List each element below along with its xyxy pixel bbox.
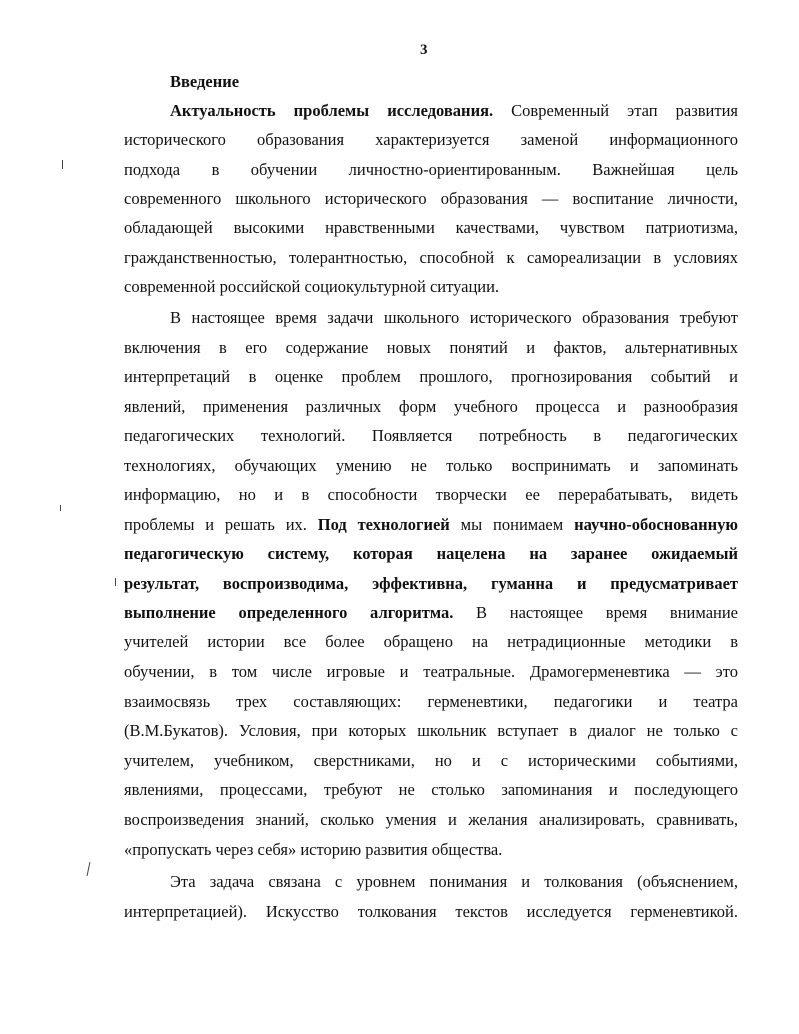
scan-mark	[115, 578, 116, 586]
paragraph-2-line: педагогическую систему, которая нацелена на заранее ожидаемый	[124, 544, 738, 563]
text-run: В настоящее время внимание	[476, 603, 738, 622]
paragraph-2-line	[124, 603, 738, 623]
paragraph-2-line: педагогических технологий. Появляется потребность в педагогических	[124, 426, 738, 445]
paragraph-1-line: современной российской социокультурной ситуации.	[124, 277, 500, 296]
paragraph-1-line: обладающей высокими нравственными качествами, чувством патриотизма,	[124, 218, 738, 237]
paragraph-2-line: результат, воспроизводима, эффективна, гуманна и предусматривает	[124, 574, 738, 593]
paragraph-2-line: учителей истории все более обращено на нетрадиционные методики в	[124, 632, 738, 651]
paragraph-2-line: воспроизведения знаний, сколько умения и желания анализировать, сравнивать,	[124, 810, 738, 829]
paragraph-2-line: технологиях, обучающих умению не только воспринимать и запоминать	[124, 456, 738, 475]
paragraph-1-line: современного школьного исторического образования — воспитание личности,	[124, 189, 738, 208]
paragraph-2-line: учителем, учебником, сверстниками, но и с историческими событиями,	[124, 751, 738, 770]
section-heading: Введение	[170, 72, 240, 91]
paragraph-2-line: «пропускать через себя» историю развития общества.	[124, 840, 503, 859]
paragraph-2-line: включения в его содержание новых понятий и фактов, альтернативных	[124, 338, 738, 357]
bold-phrase: выполнение определенного алгоритма.	[124, 603, 454, 622]
text-run: Современный этап развития	[493, 101, 738, 120]
paragraph-1-line: гражданственностью, толерантностью, способной к самореализации в условиях	[124, 248, 738, 267]
bold-phrase: научно-обоснованную	[574, 515, 739, 534]
paragraph-2-line: обучении, в том числе игровые и театральные. Драмогерменевтика — это	[124, 662, 738, 681]
paragraph-3-line: Эта задача связана с уровнем понимания и толкования (объяснением,	[170, 872, 738, 891]
paragraph-1-line: исторического образования характеризуется заменой информационного	[124, 130, 738, 149]
paragraph-3-line: интерпретацией). Искусство толкования текстов исследуется герменевтикой.	[124, 902, 738, 921]
paragraph-2-line: (В.М.Букатов). Условия, при которых школьник вступает в диалог не только с	[124, 721, 738, 740]
paragraph-2-line: В настоящее время задачи школьного исторического образования требуют	[170, 308, 738, 327]
scan-mark	[62, 160, 63, 169]
bold-phrase: Актуальность проблемы исследования.	[170, 101, 494, 120]
paragraph-1-line	[170, 101, 738, 121]
paragraph-2-line: информацию, но и в способности творчески ее перерабатывать, видеть	[124, 485, 738, 504]
paragraph-2-line: явлениями, процессами, требуют не столько запоминания и последующего	[124, 780, 738, 799]
bold-phrase: Под технологией	[317, 515, 450, 534]
paragraph-2-line: взаимосвязь трех составляющих: герменевтики, педагогики и театра	[124, 692, 738, 711]
text-run: мы понимаем	[460, 515, 564, 534]
scan-mark	[60, 505, 61, 511]
page-number: 3	[420, 42, 428, 58]
paragraph-1-line: подхода в обучении личностно-ориентированным. Важнейшая цель	[124, 160, 738, 179]
text-run: проблемы и решать их.	[124, 515, 307, 534]
paragraph-2-line	[124, 515, 738, 535]
paragraph-2-line: интерпретаций в оценке проблем прошлого, прогнозирования событий и	[124, 367, 738, 386]
paragraph-2-line: явлений, применения различных форм учебного процесса и разнообразия	[124, 397, 738, 416]
scan-mark	[87, 862, 91, 876]
